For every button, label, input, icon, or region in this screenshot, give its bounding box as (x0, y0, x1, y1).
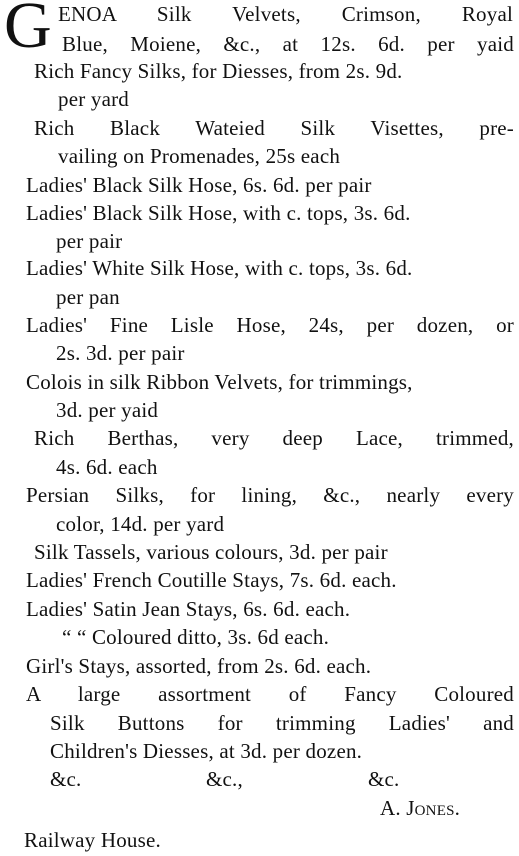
etc-3: &c. (368, 767, 400, 791)
ad-line-24: Girl's Stays, assorted, from 2s. 6d. each. (26, 654, 372, 678)
ad-line-17: 4s. 6d. each (56, 455, 158, 479)
ad-line-12: Ladies' Fine Lisle Hose, 24s, per dozen, or (26, 313, 514, 337)
ad-line-2: Blue, Moiene, &c., at 12s. 6d. per yaid (62, 32, 514, 56)
ad-line-8: Ladies' Black Silk Hose, with c. tops, 3s. 6d. (26, 201, 411, 225)
ad-line-21: Ladies' French Coutille Stays, 7s. 6d. each. (26, 568, 397, 592)
ad-line-15: 3d. per yaid (56, 398, 159, 422)
ad-line-5: Rich Black Wateied Silk Visettes, pre- (34, 116, 514, 140)
ad-line-26: Silk Buttons for trimming Ladies' and (50, 711, 514, 735)
ad-line-9: per pair (56, 229, 123, 253)
address: Railway House. (24, 828, 161, 852)
signature: A. Jones. (380, 796, 461, 820)
ad-line-6: vailing on Promenades, 25s each (58, 144, 341, 168)
ad-line-1: ENOA Silk Velvets, Crimson, Royal (58, 2, 513, 26)
ad-line-19: color, 14d. per yard (56, 512, 225, 536)
ad-line-7: Ladies' Black Silk Hose, 6s. 6d. per pair (26, 173, 372, 197)
ad-line-20: Silk Tassels, various colours, 3d. per pair (34, 540, 388, 564)
ad-line-10: Ladies' White Silk Hose, with c. tops, 3s. 6d. (26, 256, 413, 280)
etc-2: &c., (206, 767, 243, 791)
ad-line-27: Children's Diesses, at 3d. per dozen. (50, 739, 363, 763)
ad-line-14: Colois in silk Ribbon Velvets, for trimmings, (26, 370, 413, 394)
ad-line-4: per yard (58, 87, 129, 111)
ad-line-18: Persian Silks, for lining, &c., nearly every (26, 483, 514, 507)
etc-1: &c. (50, 767, 82, 791)
ad-line-16: Rich Berthas, very deep Lace, trimmed, (34, 426, 514, 450)
ad-line-22: Ladies' Satin Jean Stays, 6s. 6d. each. (26, 597, 351, 621)
ad-line-13: 2s. 3d. per pair (56, 341, 185, 365)
drop-cap: G (4, 0, 52, 62)
ad-line-11: per pan (56, 285, 120, 309)
ad-line-23: “ “ Coloured ditto, 3s. 6d each. (62, 625, 330, 649)
ad-line-25: A large assortment of Fancy Coloured (26, 682, 514, 706)
ad-line-3: Rich Fancy Silks, for Diesses, from 2s. 9d. (34, 59, 403, 83)
